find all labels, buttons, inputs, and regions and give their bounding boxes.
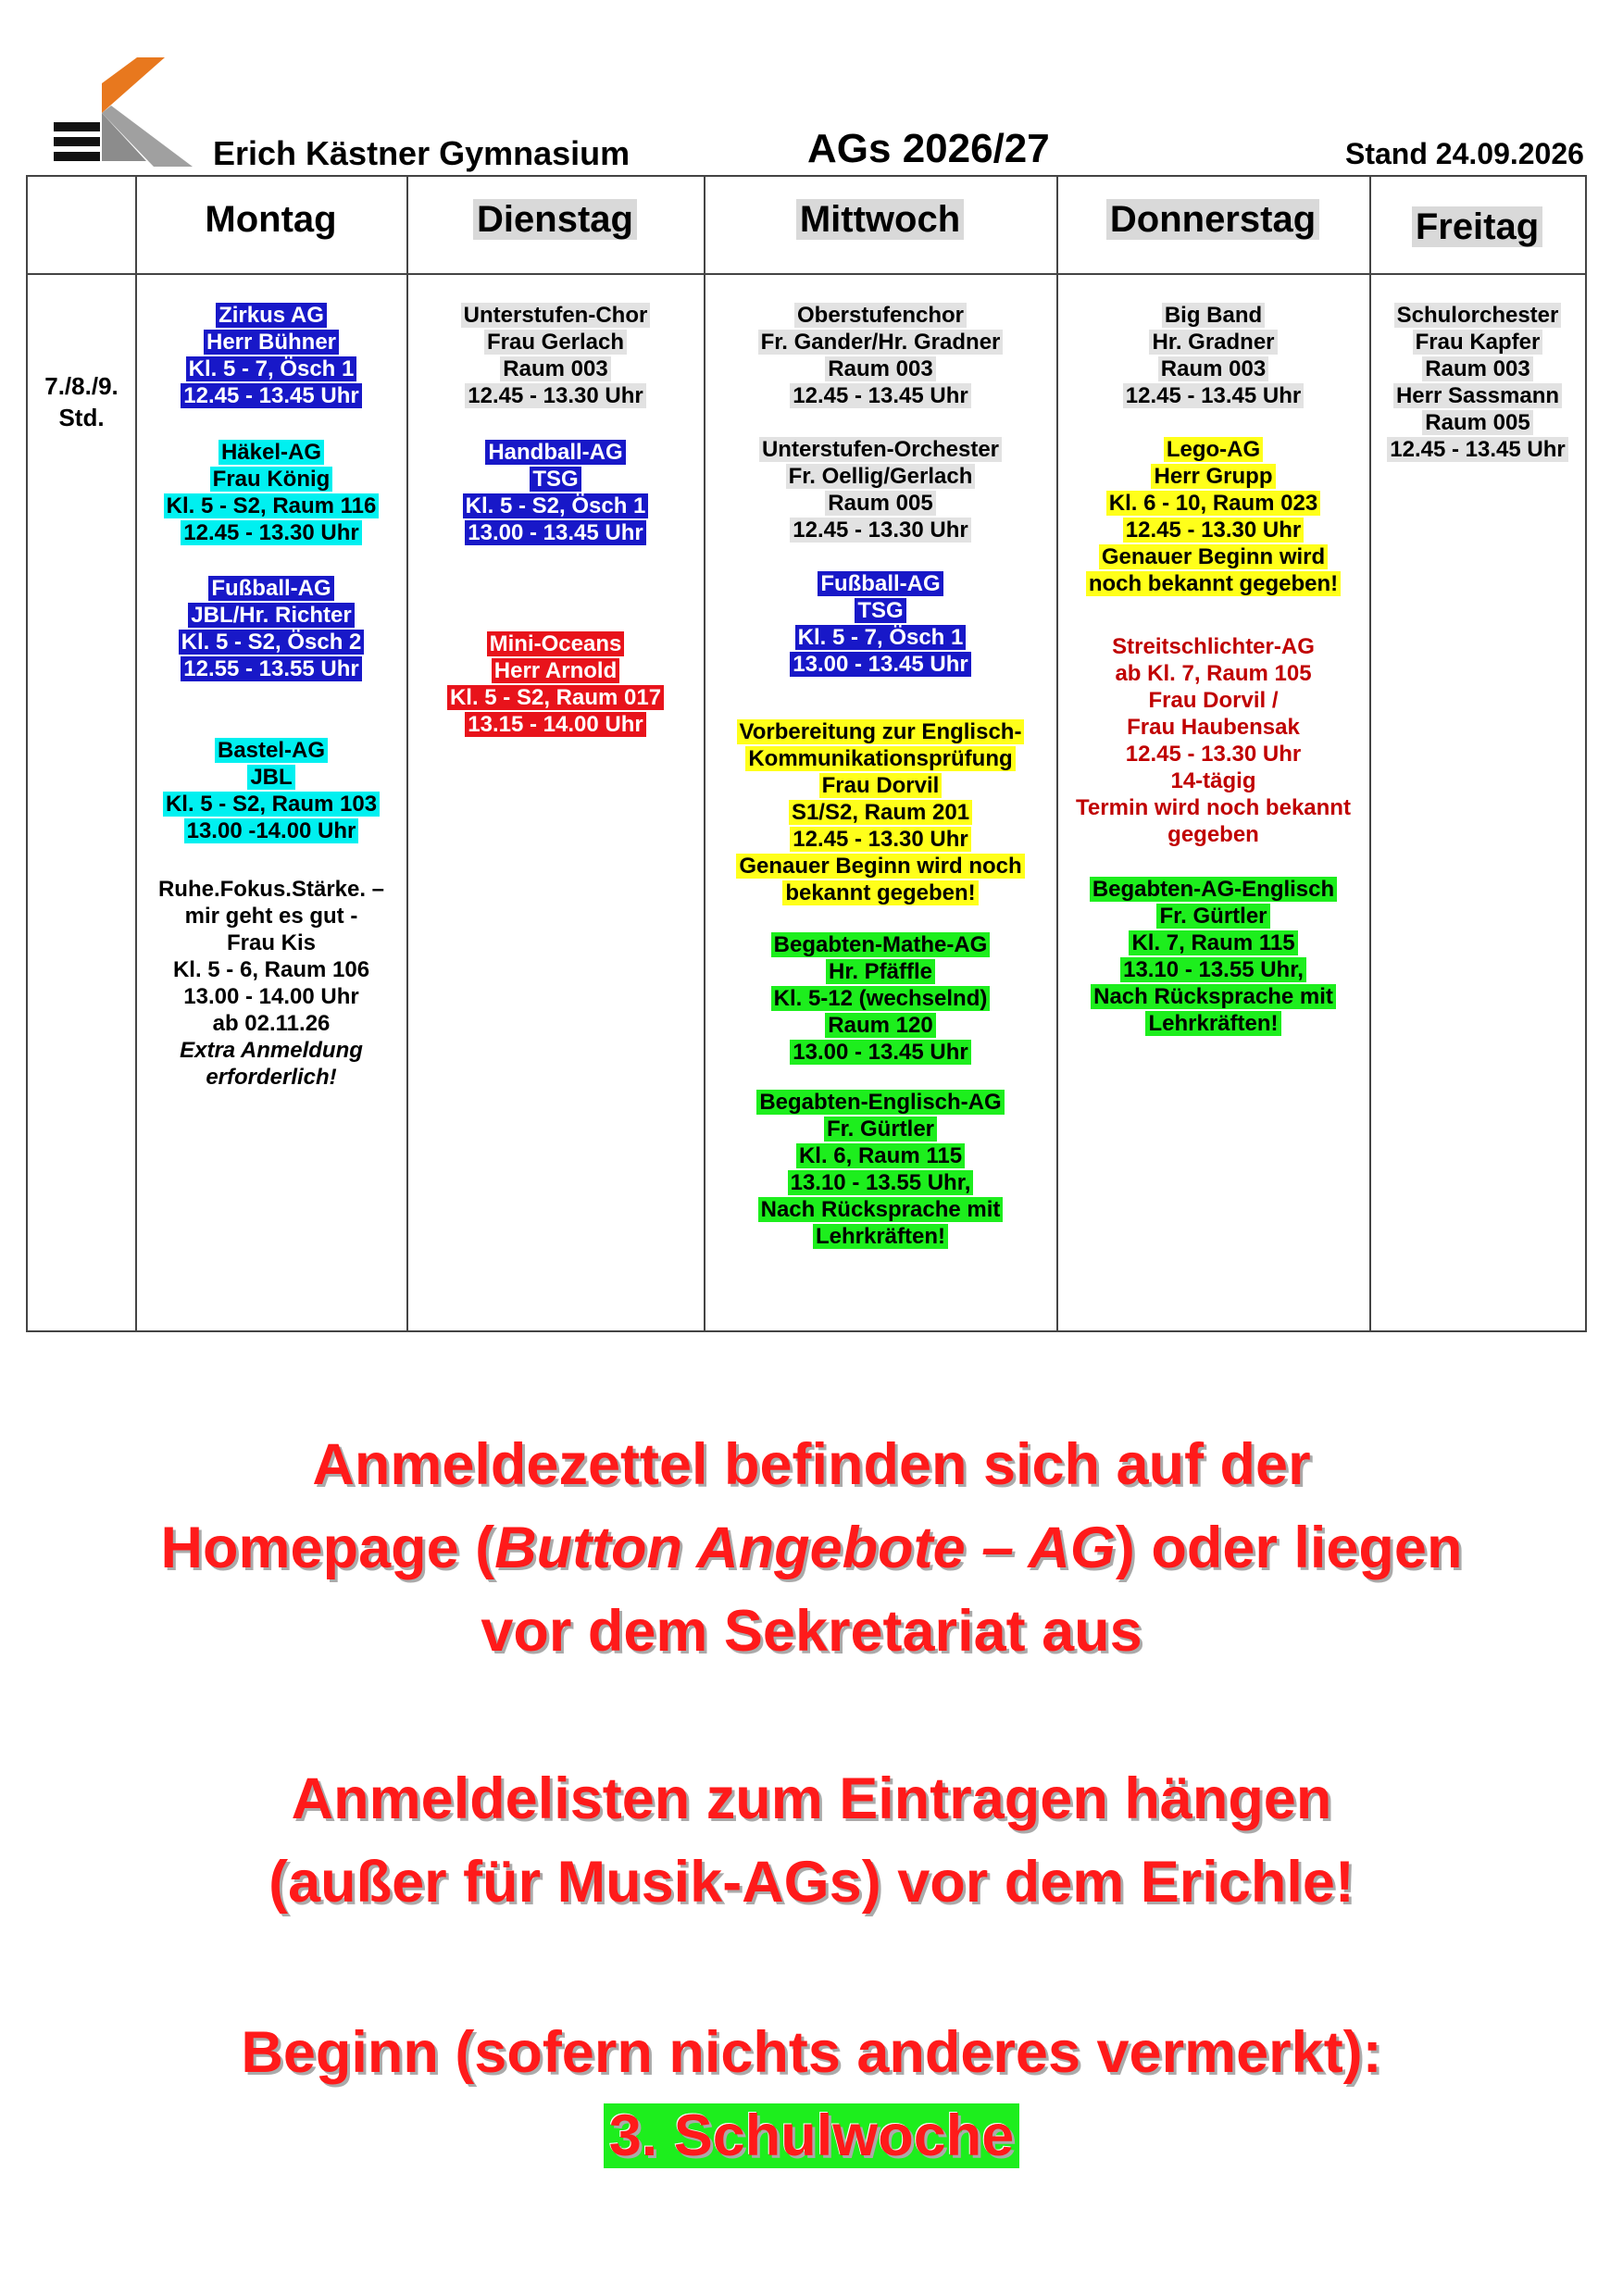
ag-entry-line: Nach Rücksprache mit [705, 1196, 1055, 1223]
ag-entry-line: Kl. 5 - S2, Raum 017 [408, 684, 703, 711]
school-name: Erich Kästner Gymnasium [213, 134, 630, 172]
ag-entry-line: 13.00 - 13.45 Uhr [705, 1039, 1055, 1066]
ag-entry [705, 570, 1055, 678]
ag-entry [137, 876, 406, 1091]
notice-registration-forms: Anmeldezettel befinden sich auf der Homepage (Button Angebote – AG) oder liegen vor dem Sekretariat aus [160, 1432, 1463, 1664]
ag-entry-line: Raum 003 [1058, 356, 1368, 382]
ag-entry-line: gegeben [1167, 822, 1259, 847]
ag-entry-line: Zirkus AG [137, 302, 406, 329]
ag-entry-line: Herr Sassmann [1371, 382, 1584, 409]
ag-entry-line: 13.00 -14.00 Uhr [137, 817, 406, 844]
day-header-friday: Freitag [1369, 206, 1585, 248]
ag-entry-line: Raum 003 [1371, 356, 1584, 382]
ag-entry-line: 12.55 - 13.55 Uhr [137, 655, 406, 682]
day-header-tuesday: Dienstag [406, 199, 704, 241]
ag-entry-line: 12.45 - 13.45 Uhr [1371, 436, 1584, 463]
table-border-bottom [26, 1330, 1587, 1332]
table-border-right [1585, 175, 1587, 1332]
ag-entry-line: Frau Haubensak [1127, 715, 1300, 740]
ag-entry-line: 12.45 - 13.30 Uhr [1125, 742, 1302, 767]
table-border-left [26, 175, 28, 1332]
ag-entry-line: 12.45 - 13.45 Uhr [705, 382, 1055, 409]
ag-entry-line: Raum 003 [408, 356, 703, 382]
ag-entry [705, 931, 1055, 1066]
day-header-thursday: Donnerstag [1056, 199, 1369, 241]
school-logo [54, 57, 197, 170]
ag-entry [1058, 633, 1368, 848]
ag-entry-line: Kl. 5 - S2, Ösch 1 [408, 493, 703, 519]
ag-entry-line: JBL [137, 764, 406, 791]
ag-entry-line: Kl. 5 - 7, Ösch 1 [705, 624, 1055, 651]
ag-entry-line: Herr Arnold [408, 657, 703, 684]
ag-entry-line: Kl. 5 - 6, Raum 106 [172, 957, 370, 982]
ag-entry-line: ab 02.11.26 [212, 1011, 331, 1036]
day-header-wednesday: Mittwoch [704, 199, 1056, 241]
ag-entry [1058, 436, 1368, 597]
ag-entry [408, 302, 703, 409]
ag-entry-line: 12.45 - 13.30 Uhr [1058, 517, 1368, 543]
ag-entry-line: Fr. Oellig/Gerlach [705, 463, 1055, 490]
ag-entry [137, 737, 406, 844]
ag-entry-line: Frau Kis [226, 930, 317, 955]
ag-entry-line: 13.15 - 14.00 Uhr [408, 711, 703, 738]
ag-entry-line: bekannt gegeben! [705, 880, 1055, 906]
ag-entry-line: Kommunikationsprüfung [705, 745, 1055, 772]
ag-entry-line: Unterstufen-Chor [408, 302, 703, 329]
ag-entry-line: 12.45 - 13.30 Uhr [408, 382, 703, 409]
ag-entry [705, 718, 1055, 906]
day-header-monday: Montag [205, 199, 337, 240]
ag-entry-line: Extra Anmeldung [180, 1038, 363, 1063]
ag-entry-line: Häkel-AG [137, 439, 406, 466]
ag-entry [1371, 302, 1584, 463]
ag-entry-line: Frau Kapfer [1371, 329, 1584, 356]
ag-entry-line: Kl. 5 - S2, Raum 116 [137, 493, 406, 519]
ag-entry [408, 630, 703, 738]
notice-registration-lists: Anmeldelisten zum Eintragen hängen (außer für Musik-AGs) vor dem Erichle! [268, 1766, 1355, 1915]
ag-entry [1058, 302, 1368, 409]
ag-entry-line: Frau König [137, 466, 406, 493]
ag-entry-line: Frau Dorvil [705, 772, 1055, 799]
ag-entry-line: Fußball-AG [705, 570, 1055, 597]
ag-entry-line: Oberstufenchor [705, 302, 1055, 329]
ag-entry-line: Frau Gerlach [408, 329, 703, 356]
ag-entry-line: 14-tägig [1170, 768, 1256, 793]
ag-entry-line: Termin wird noch bekannt [1076, 795, 1351, 820]
ag-entry-line: Genauer Beginn wird noch [705, 853, 1055, 880]
ag-entry-line: Raum 003 [705, 356, 1055, 382]
ag-entry-line: Ruhe.Fokus.Stärke. – [157, 877, 385, 902]
ag-entry-line: Kl. 5 - S2, Ösch 2 [137, 629, 406, 655]
ag-entry-line: Kl. 6, Raum 115 [705, 1142, 1055, 1169]
ag-entry [408, 439, 703, 546]
ag-entry-line: Fr. Gürtler [1058, 903, 1368, 930]
ag-entry [705, 302, 1055, 409]
ag-entry-line: Frau Dorvil / [1148, 688, 1279, 713]
ag-entry-line: Hr. Gradner [1058, 329, 1368, 356]
ag-entry-line: 12.45 - 13.45 Uhr [137, 382, 406, 409]
notice-start: Beginn (sofern nichts anderes vermerkt): 3. Schulwoche [241, 2020, 1382, 2168]
table-border-top [26, 175, 1587, 177]
ag-entry-line: Kl. 5 - 7, Ösch 1 [137, 356, 406, 382]
ag-entry-line: 13.00 - 14.00 Uhr [183, 984, 359, 1009]
ag-entry-line: TSG [705, 597, 1055, 624]
ag-entry-line: Genauer Beginn wird [1058, 543, 1368, 570]
ag-entry-line: Kl. 5-12 (wechselnd) [705, 985, 1055, 1012]
ag-entry [137, 575, 406, 682]
ag-entry-line: Raum 005 [1371, 409, 1584, 436]
ag-entry-line: Nach Rücksprache mit [1058, 983, 1368, 1010]
ag-entry-line: Fr. Gürtler [705, 1116, 1055, 1142]
ag-entry-line: 13.00 - 13.45 Uhr [705, 651, 1055, 678]
ag-entry-line: Unterstufen-Orchester [705, 436, 1055, 463]
header-divider [26, 273, 1587, 275]
ag-entry-line: Raum 005 [705, 490, 1055, 517]
start-week-highlight: 3. Schulwoche [604, 2103, 1020, 2168]
ag-entry-line: Herr Bühner [137, 329, 406, 356]
ag-entry-line: Schulorchester [1371, 302, 1584, 329]
ag-entry [137, 439, 406, 546]
ag-entry-line: ab Kl. 7, Raum 105 [1115, 661, 1312, 686]
ag-entry-line: TSG [408, 466, 703, 493]
ag-entry-line: JBL/Hr. Richter [137, 602, 406, 629]
ag-entry-line: 12.45 - 13.30 Uhr [705, 517, 1055, 543]
time-slot-label: 7./8./9. Std. [44, 372, 119, 431]
ag-entry-line: Lehrkräften! [705, 1223, 1055, 1250]
stand-date: Stand 24.09.2026 [1345, 137, 1584, 170]
ag-entry-line: 13.10 - 13.55 Uhr, [1058, 956, 1368, 983]
ag-entry-line: mir geht es gut - [184, 904, 358, 929]
ag-entry-line: Kl. 7, Raum 115 [1058, 930, 1368, 956]
ag-entry-line: Begabten-Mathe-AG [705, 931, 1055, 958]
ag-entry-line: Fr. Gander/Hr. Gradner [705, 329, 1055, 356]
ag-entry [705, 436, 1055, 543]
ag-entry-line: 12.45 - 13.45 Uhr [1058, 382, 1368, 409]
ag-entry-line: Hr. Pfäffle [705, 958, 1055, 985]
ag-entry-line: Fußball-AG [137, 575, 406, 602]
ag-entry [705, 1089, 1055, 1250]
ag-entry-line: 13.10 - 13.55 Uhr, [705, 1169, 1055, 1196]
ag-entry-line: Lehrkräften! [1058, 1010, 1368, 1037]
ag-entry-line: erforderlich! [206, 1065, 337, 1090]
ag-entry-line: Handball-AG [408, 439, 703, 466]
ag-entry-line: Raum 120 [705, 1012, 1055, 1039]
ag-entry-line: Mini-Oceans [408, 630, 703, 657]
page-title: AGs 2026/27 [807, 126, 1050, 171]
ag-entry-line: 12.45 - 13.30 Uhr [137, 519, 406, 546]
ag-entry-line: noch bekannt gegeben! [1058, 570, 1368, 597]
ag-entry-line: Bastel-AG [137, 737, 406, 764]
ag-entry-line: Kl. 6 - 10, Raum 023 [1058, 490, 1368, 517]
ag-entry-line: Vorbereitung zur Englisch- [705, 718, 1055, 745]
ag-entry-line: Kl. 5 - S2, Raum 103 [137, 791, 406, 817]
ag-entry-line: Big Band [1058, 302, 1368, 329]
ag-entry-line: 12.45 - 13.30 Uhr [705, 826, 1055, 853]
ag-entry [1058, 876, 1368, 1037]
ag-entry-line: Lego-AG [1058, 436, 1368, 463]
ag-entry-line: S1/S2, Raum 201 [705, 799, 1055, 826]
ag-entry-line: 13.00 - 13.45 Uhr [408, 519, 703, 546]
ag-entry-line: Streitschlichter-AG [1112, 634, 1315, 659]
ag-entry-line: Begabten-Englisch-AG [705, 1089, 1055, 1116]
ag-entry-line: Herr Grupp [1058, 463, 1368, 490]
ag-entry [137, 302, 406, 409]
ag-entry-line: Begabten-AG-Englisch [1058, 876, 1368, 903]
